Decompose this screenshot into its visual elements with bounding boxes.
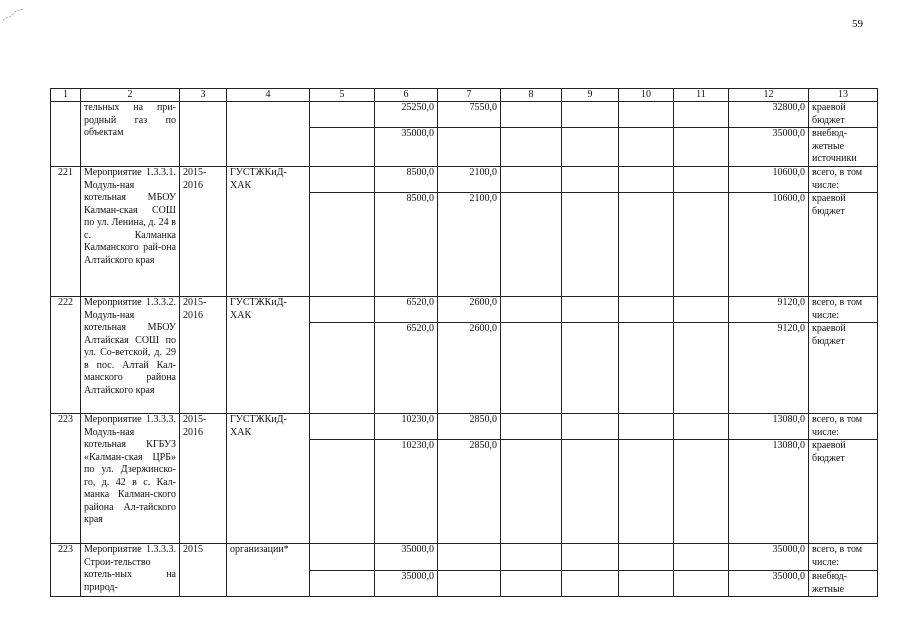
col-8-cell — [501, 414, 562, 440]
col-7-value-cell — [438, 128, 501, 167]
funding-source-cell: краевой бюджет — [809, 193, 878, 297]
years-cell: 2015-2016 — [180, 297, 227, 414]
col-8-cell — [501, 102, 562, 128]
col-5-cell — [310, 297, 375, 323]
column-header: 11 — [674, 89, 729, 102]
column-header: 7 — [438, 89, 501, 102]
col-12-total-cell: 35000,0 — [729, 544, 809, 571]
col-8-cell — [501, 323, 562, 414]
col-10-cell — [619, 323, 674, 414]
col-5-cell — [310, 167, 375, 193]
column-header: 8 — [501, 89, 562, 102]
column-header-row — [51, 89, 878, 102]
col-8-cell — [501, 440, 562, 544]
col-6-value-cell: 35000,0 — [375, 571, 438, 597]
col-5-cell — [310, 323, 375, 414]
col-6-value-cell: 6520,0 — [375, 323, 438, 414]
col-11-cell — [674, 102, 729, 128]
col-6-value-cell: 8500,0 — [375, 193, 438, 297]
funding-source-cell: краевой бюджет — [809, 102, 878, 128]
funding-source-cell: всего, в том числе: — [809, 544, 878, 571]
col-9-cell — [562, 128, 619, 167]
row-number-cell: 223 — [51, 414, 81, 544]
col-7-value-cell: 2100,0 — [438, 167, 501, 193]
col-7-value-cell: 2850,0 — [438, 440, 501, 544]
row-number-cell: 223 — [51, 544, 81, 597]
funding-source-cell: внебюд-жетные — [809, 571, 878, 597]
col-10-cell — [619, 193, 674, 297]
activity-name-cell: Мероприятие 1.3.3.2. Модуль-ная котельная МБОУ Алтайская СОШ по ул. Со-ветской, д. 29 в пос. Алтай Кал-манского района Алтайского края — [81, 297, 180, 414]
executor-cell: ГУСТЖКиД-ХАК — [227, 414, 310, 544]
col-11-cell — [674, 544, 729, 571]
col-5-cell — [310, 414, 375, 440]
table-row — [51, 544, 878, 571]
row-number-cell — [51, 102, 81, 167]
col-12-total-cell: 10600,0 — [729, 193, 809, 297]
column-header: 6 — [375, 89, 438, 102]
years-cell: 2015 — [180, 544, 227, 597]
page-number: 59 — [852, 18, 863, 30]
activity-name-cell: Мероприятие 1.3.3.3. Модуль-ная котельная КГБУЗ «Калман-ская ЦРБ» по ул. Дзержинско-го, д. 42 в с. Кал-манка Калман-ского района Ал-тайского края — [81, 414, 180, 544]
col-10-cell — [619, 167, 674, 193]
col-12-total-cell: 13080,0 — [729, 414, 809, 440]
table-row — [51, 297, 878, 323]
col-5-cell — [310, 440, 375, 544]
col-7-value-cell: 7550,0 — [438, 102, 501, 128]
col-8-cell — [501, 128, 562, 167]
years-cell: 2015-2016 — [180, 414, 227, 544]
col-11-cell — [674, 167, 729, 193]
funding-source-cell: всего, в том числе: — [809, 297, 878, 323]
col-5-cell — [310, 193, 375, 297]
scan-mark-icon — [2, 8, 24, 22]
col-5-cell — [310, 571, 375, 597]
col-11-cell — [674, 440, 729, 544]
table-row — [51, 167, 878, 193]
col-9-cell — [562, 440, 619, 544]
column-header: 3 — [180, 89, 227, 102]
col-12-total-cell: 10600,0 — [729, 167, 809, 193]
column-header: 12 — [729, 89, 809, 102]
col-6-value-cell: 35000,0 — [375, 128, 438, 167]
activity-name-cell: Мероприятие 1.3.3.1. Модуль-ная котельная МБОУ Калман-ская СОШ по ул. Ленина, д. 24 в с. Калманка Калманского рай-она Алтайского края — [81, 167, 180, 297]
col-6-value-cell: 10230,0 — [375, 414, 438, 440]
col-10-cell — [619, 297, 674, 323]
executor-cell: организации* — [227, 544, 310, 597]
col-9-cell — [562, 323, 619, 414]
col-6-value-cell: 35000,0 — [375, 544, 438, 571]
col-12-total-cell: 9120,0 — [729, 323, 809, 414]
col-10-cell — [619, 544, 674, 571]
col-6-value-cell: 8500,0 — [375, 167, 438, 193]
col-8-cell — [501, 297, 562, 323]
col-12-total-cell: 32800,0 — [729, 102, 809, 128]
col-10-cell — [619, 128, 674, 167]
col-6-value-cell: 10230,0 — [375, 440, 438, 544]
col-11-cell — [674, 193, 729, 297]
col-6-value-cell: 25250,0 — [375, 102, 438, 128]
table-row — [51, 414, 878, 440]
col-11-cell — [674, 297, 729, 323]
executor-cell: ГУСТЖКиД-ХАК — [227, 297, 310, 414]
col-9-cell — [562, 571, 619, 597]
col-9-cell — [562, 297, 619, 323]
col-12-total-cell: 13080,0 — [729, 440, 809, 544]
activity-name-cell: тельных на при-родный газ по объектам — [81, 102, 180, 167]
col-11-cell — [674, 571, 729, 597]
activity-name-cell: Мероприятие 1.3.3.3. Строи-тельство котель-ных на природ- — [81, 544, 180, 597]
column-header: 10 — [619, 89, 674, 102]
col-7-value-cell: 2600,0 — [438, 323, 501, 414]
col-12-total-cell: 35000,0 — [729, 128, 809, 167]
years-cell: 2015-2016 — [180, 167, 227, 297]
col-5-cell — [310, 544, 375, 571]
column-header: 5 — [310, 89, 375, 102]
row-number-cell: 221 — [51, 167, 81, 297]
col-7-value-cell — [438, 544, 501, 571]
col-6-value-cell: 6520,0 — [375, 297, 438, 323]
budget-table — [50, 88, 878, 597]
col-10-cell — [619, 571, 674, 597]
col-11-cell — [674, 128, 729, 167]
column-header: 1 — [51, 89, 81, 102]
column-header: 9 — [562, 89, 619, 102]
col-7-value-cell — [438, 571, 501, 597]
col-10-cell — [619, 414, 674, 440]
col-11-cell — [674, 323, 729, 414]
col-8-cell — [501, 167, 562, 193]
col-7-value-cell: 2850,0 — [438, 414, 501, 440]
col-10-cell — [619, 102, 674, 128]
column-header: 4 — [227, 89, 310, 102]
funding-source-cell: внебюд-жетные источники — [809, 128, 878, 167]
column-header: 2 — [81, 89, 180, 102]
row-number-cell: 222 — [51, 297, 81, 414]
column-header: 13 — [809, 89, 878, 102]
col-7-value-cell: 2100,0 — [438, 193, 501, 297]
years-cell — [180, 102, 227, 167]
col-9-cell — [562, 193, 619, 297]
col-12-total-cell: 9120,0 — [729, 297, 809, 323]
executor-cell — [227, 102, 310, 167]
col-8-cell — [501, 544, 562, 571]
funding-source-cell: краевой бюджет — [809, 323, 878, 414]
col-9-cell — [562, 414, 619, 440]
col-5-cell — [310, 128, 375, 167]
funding-source-cell: всего, в том числе: — [809, 167, 878, 193]
col-7-value-cell: 2600,0 — [438, 297, 501, 323]
col-9-cell — [562, 102, 619, 128]
executor-cell: ГУСТЖКиД-ХАК — [227, 167, 310, 297]
col-8-cell — [501, 571, 562, 597]
funding-source-cell: всего, в том числе: — [809, 414, 878, 440]
col-10-cell — [619, 440, 674, 544]
col-9-cell — [562, 544, 619, 571]
col-5-cell — [310, 102, 375, 128]
col-9-cell — [562, 167, 619, 193]
col-8-cell — [501, 193, 562, 297]
col-12-total-cell: 35000,0 — [729, 571, 809, 597]
col-11-cell — [674, 414, 729, 440]
funding-source-cell: краевой бюджет — [809, 440, 878, 544]
table-row — [51, 102, 878, 128]
